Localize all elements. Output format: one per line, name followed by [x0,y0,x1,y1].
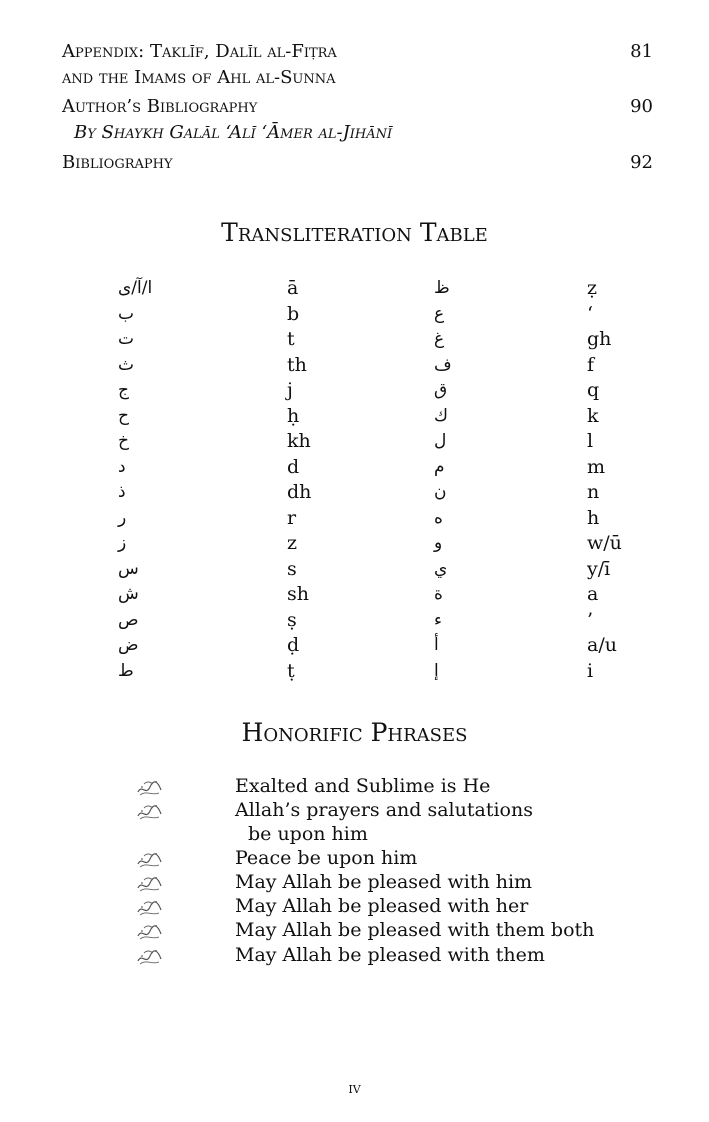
latin-transliteration: ‘ [587,302,594,325]
latin-transliteration: m [587,455,606,478]
arabic-letter: ص [118,609,139,630]
honorific-meaning-continued: be upon him [248,823,368,845]
arabic-letter: م [434,456,445,477]
arabic-letter: إ [434,660,439,681]
latin-transliteration: dh [287,481,312,503]
arabic-letter: ت [118,329,135,349]
latin-transliteration: ā [287,277,299,299]
page-number: iv [348,1078,361,1097]
arabic-letter: ا/آ/ى [118,278,153,298]
latin-transliteration: l [587,430,594,452]
latin-transliteration: a [587,583,599,605]
latin-transliteration: ṭ [287,659,295,682]
honorifics-title: Honorific Phrases [241,718,468,747]
arabic-letter: ش [118,584,139,604]
arabic-letter: ب [118,303,135,324]
toc-entry-appendix-subtitle: and the Imams of Ahl al-Sunna [62,67,336,88]
toc-page-number: 92 [630,152,653,173]
transliteration-title: Transliteration Table [221,218,488,247]
latin-transliteration: ṣ [287,608,297,631]
arabic-letter: غ [434,329,445,349]
honorific-meaning: May Allah be pleased with him [235,871,533,893]
latin-transliteration: gh [587,328,612,350]
arabic-letter: ء [434,609,442,630]
toc-entry-bibliography-author: Author’s Bibliography [62,96,258,117]
radiya-allahu-anhum-glyph [134,947,164,967]
toc-page-number: 81 [630,41,653,62]
alayhi-as-salam-glyph [134,850,164,870]
latin-transliteration: ’ [587,608,594,631]
toc-entry-bibliography: Bibliography [62,152,173,173]
arabic-letter: ث [118,354,135,375]
arabic-letter: ف [434,354,452,375]
latin-transliteration: d [287,455,300,478]
arabic-letter: ل [434,431,447,451]
arabic-letter: ط [118,660,134,681]
latin-transliteration: r [287,506,297,529]
latin-transliteration: ḥ [287,404,300,427]
radiya-allahu-anhuma-glyph [134,922,164,942]
arabic-letter: خ [118,431,129,451]
arabic-letter: ه [434,507,443,528]
latin-transliteration: s [287,557,297,580]
arabic-letter: ي [434,558,448,579]
arabic-letter: ر [118,507,127,528]
latin-transliteration: f [587,353,595,376]
arabic-letter: ض [118,635,139,655]
arabic-letter: أ [434,635,439,655]
honorific-meaning: May Allah be pleased with her [235,895,529,917]
honorific-meaning: Peace be upon him [235,847,418,869]
radiya-allahu-anhu-glyph [134,874,164,894]
latin-transliteration: i [587,659,594,682]
arabic-letter: و [434,533,443,553]
arabic-letter: ة [434,584,443,604]
latin-transliteration: w/ū [587,532,622,554]
honorific-meaning: May Allah be pleased with them [235,944,545,966]
subhanahu-wa-taala-glyph [134,778,164,798]
arabic-letter: ج [118,380,129,400]
salla-allahu-alayhi-wa-sallam-glyph [134,802,164,822]
arabic-letter: د [118,456,126,477]
latin-transliteration: b [287,302,300,325]
arabic-letter: ن [434,482,447,502]
latin-transliteration: n [587,481,600,503]
toc-entry-author-subtitle: By Shaykh Galāl ‘Alī ‘Āmer al-Jihānī [74,122,393,143]
toc-page-number: 90 [630,96,653,117]
latin-transliteration: a/u [587,634,617,656]
latin-transliteration: h [587,506,600,529]
arabic-letter: س [118,558,139,579]
honorific-meaning: Exalted and Sublime is He [235,775,491,797]
arabic-letter: ز [118,533,127,553]
arabic-letter: ق [434,380,448,400]
arabic-letter: ذ [118,482,126,502]
latin-transliteration: q [587,379,600,401]
radiya-allahu-anha-glyph [134,898,164,918]
arabic-letter: ع [434,303,445,324]
arabic-letter: ظ [434,278,450,298]
latin-transliteration: ḍ [287,634,300,656]
latin-transliteration: y/ī [587,557,611,580]
arabic-letter: ح [118,405,129,426]
latin-transliteration: sh [287,583,309,605]
latin-transliteration: k [587,404,599,427]
honorific-meaning: May Allah be pleased with them both [235,919,595,941]
latin-transliteration: z [287,532,298,554]
latin-transliteration: j [287,379,293,401]
latin-transliteration: kh [287,430,311,452]
latin-transliteration: ẓ [587,277,598,299]
arabic-letter: ك [434,405,449,426]
latin-transliteration: t [287,328,295,350]
toc-entry-appendix-title: Appendix: Taklīf, Dalīl al-Fiṭra [62,41,337,62]
honorific-meaning: Allah’s prayers and salutations [235,799,533,821]
latin-transliteration: th [287,353,307,376]
